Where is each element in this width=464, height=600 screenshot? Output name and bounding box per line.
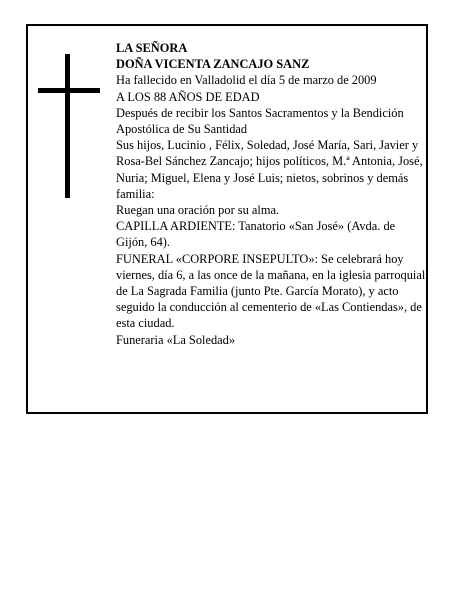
age-line: A LOS 88 AÑOS DE EDAD: [116, 89, 260, 104]
obituary-notice: [26, 24, 428, 414]
death-line: Ha fallecido en Valladolid el día 5 de marzo de 2009: [116, 73, 377, 88]
funeral-home-line: Funeraria «La Soledad»: [116, 332, 236, 347]
family-paragraph: Sus hijos, Lucinio , Félix, Soledad, José María, Sari, Javier y Rosa-Bel Sánchez Zancajo; hijos políticos, M.ª Antonia, José, Nuria; Miguel, Elena y José Luis; nietos, sobrinos y demás familia:: [116, 138, 423, 201]
cross-icon: [38, 54, 100, 198]
cross-vertical-bar: [65, 54, 70, 198]
prayer-line: Ruegan una oración por su alma.: [116, 203, 280, 218]
cross-horizontal-bar: [38, 88, 100, 93]
notice-text: [116, 40, 428, 348]
chapel-paragraph: CAPILLA ARDIENTE: Tanatorio «San José» (Avda. de Gijón, 64).: [116, 219, 396, 250]
deceased-name: DOÑA VICENTA ZANCAJO SANZ: [116, 57, 310, 72]
funeral-paragraph: FUNERAL «CORPORE INSEPULTO»: Se celebrará hoy viernes, día 6, a las once de la mañana, en la iglesia parroquial de La Sagrada Familia (junto Pte. García Morato), y acto seguido la conducción al cementerio de «Las Contiendas», de esta ciudad.: [116, 251, 426, 331]
heading-title: LA SEÑORA: [116, 41, 188, 55]
sacraments-paragraph: Después de recibir los Santos Sacramentos y la Bendición Apostólica de Su Santidad: [116, 105, 404, 137]
